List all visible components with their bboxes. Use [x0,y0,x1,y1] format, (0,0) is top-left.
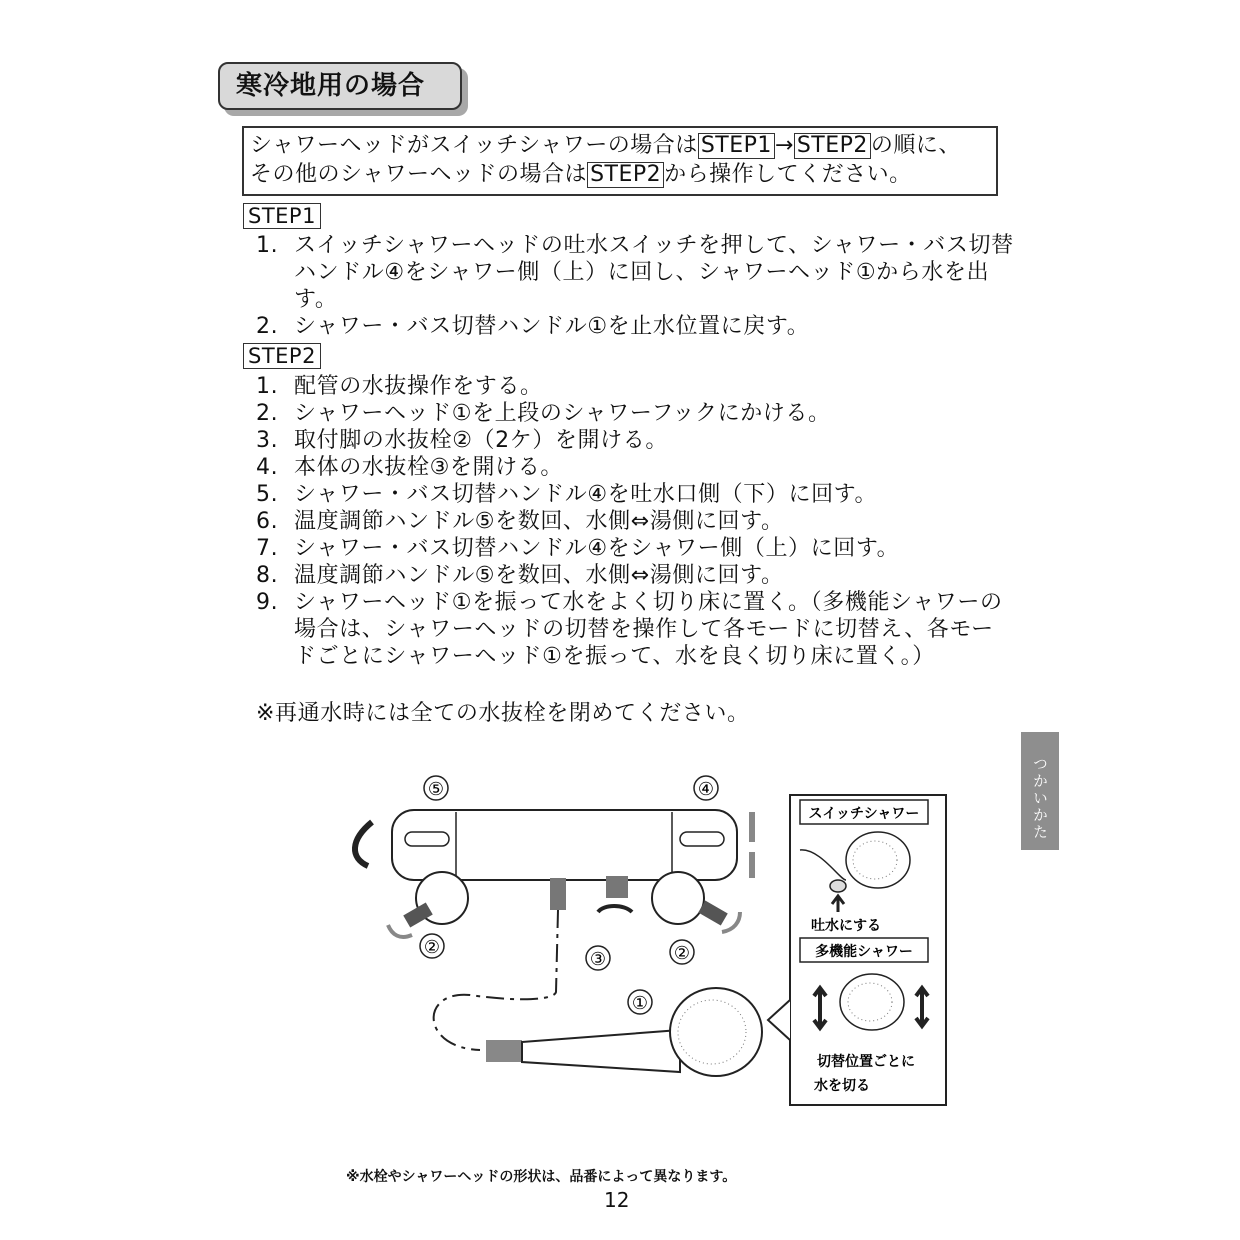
switch-button [830,880,846,892]
arrow: → [774,133,794,158]
item-text: シャワーヘッド①を上段のシャワーフックにかける。 [294,401,831,426]
title-text: 寒冷地用の場合 [218,62,462,110]
item-text: 配管の水抜操作をする。 [294,374,543,399]
callout-5: ⑤ [427,779,445,800]
temp-handle-slot [405,832,449,846]
side-tab: つかいかた [1021,732,1059,850]
rotate-arrow-icon [598,906,632,912]
shower-holes [678,1000,746,1064]
hose-fitting [486,1040,522,1062]
item-text: 本体の水抜栓③を開ける。 [294,455,563,480]
item-number: 1. [256,233,279,258]
rotate-arrow-icon [355,822,372,866]
item-text: シャワーヘッド①を振って水をよく切り床に置く。（多機能シャワーの場合は、シャワーヘッドの切替を操作して各モードに切替え、各モードごとにシャワーヘッド①を振って、水を良く切り床に置く。） [294,590,1003,669]
step2-label: STEP2 [243,343,321,369]
callout-2-right: ② [673,943,691,964]
inset-multi-caption-2: 水を切る [814,1078,870,1094]
intro-text: から操作してください。 [664,162,912,187]
right-leg [652,872,704,924]
step2-tag: STEP2 [794,133,871,159]
callout-3: ③ [589,949,607,970]
item-text: シャワー・バス切替ハンドル①を止水位置に戻す。 [294,314,810,339]
inset-switch-caption: 吐水にする [811,918,881,934]
item-number: 4. [256,455,279,480]
item-number: 2. [256,314,279,339]
item-text: 温度調節ハンドル⑤を数回、水側⇔湯側に回す。 [294,563,784,588]
item-text: シャワー・バス切替ハンドル④を吐水口側（下）に回す。 [294,482,878,507]
item-text: スイッチシャワーヘッドの吐水スイッチを押して、シャワー・バス切替ハンドル④をシャワー側（上）に回し、シャワーヘッド①から水を出す。 [294,233,1014,312]
step1-label: STEP1 [243,203,321,229]
step2-tag: STEP2 [587,162,664,188]
item-number: 2. [256,401,279,426]
outlet [550,878,566,910]
intro-text: その他のシャワーヘッドの場合は [250,162,588,187]
callout-1: ① [631,993,649,1014]
switch-handle-slot [680,832,724,846]
refill-note: ※再通水時には全ての水抜栓を閉めてください。 [256,701,750,726]
shower-handle [522,1030,680,1072]
intro-text: シャワーヘッドがスイッチシャワーの場合は [250,133,698,158]
item-number: 7. [256,536,279,561]
item-number: 8. [256,563,279,588]
page-number: 12 [604,1188,630,1212]
callout-2-left: ② [423,937,441,958]
inset-multi-caption-1: 切替位置ごとに [817,1054,915,1070]
item-text: 取付脚の水抜栓②（2ケ）を開ける。 [294,428,668,453]
item-number: 3. [256,428,279,453]
item-number: 6. [256,509,279,534]
hose [434,910,558,1050]
inset-multi-title: 多機能シャワー [815,944,913,960]
item-number: 5. [256,482,279,507]
item-text: シャワー・バス切替ハンドル④をシャワー側（上）に回す。 [294,536,900,561]
footer-note: ※水栓やシャワーヘッドの形状は、品番によって異なります。 [346,1169,737,1185]
item-number: 1. [256,374,279,399]
rotate-arrow-icon [388,925,412,937]
body-drain-plug [606,876,628,898]
intro-text: の順に、 [870,133,961,158]
inset-switch-title: スイッチシャワー [808,806,920,822]
step1-tag: STEP1 [698,133,775,159]
callout-4: ④ [697,779,715,800]
item-number: 9. [256,590,279,615]
item-text: 温度調節ハンドル⑤を数回、水側⇔湯側に回す。 [294,509,784,534]
